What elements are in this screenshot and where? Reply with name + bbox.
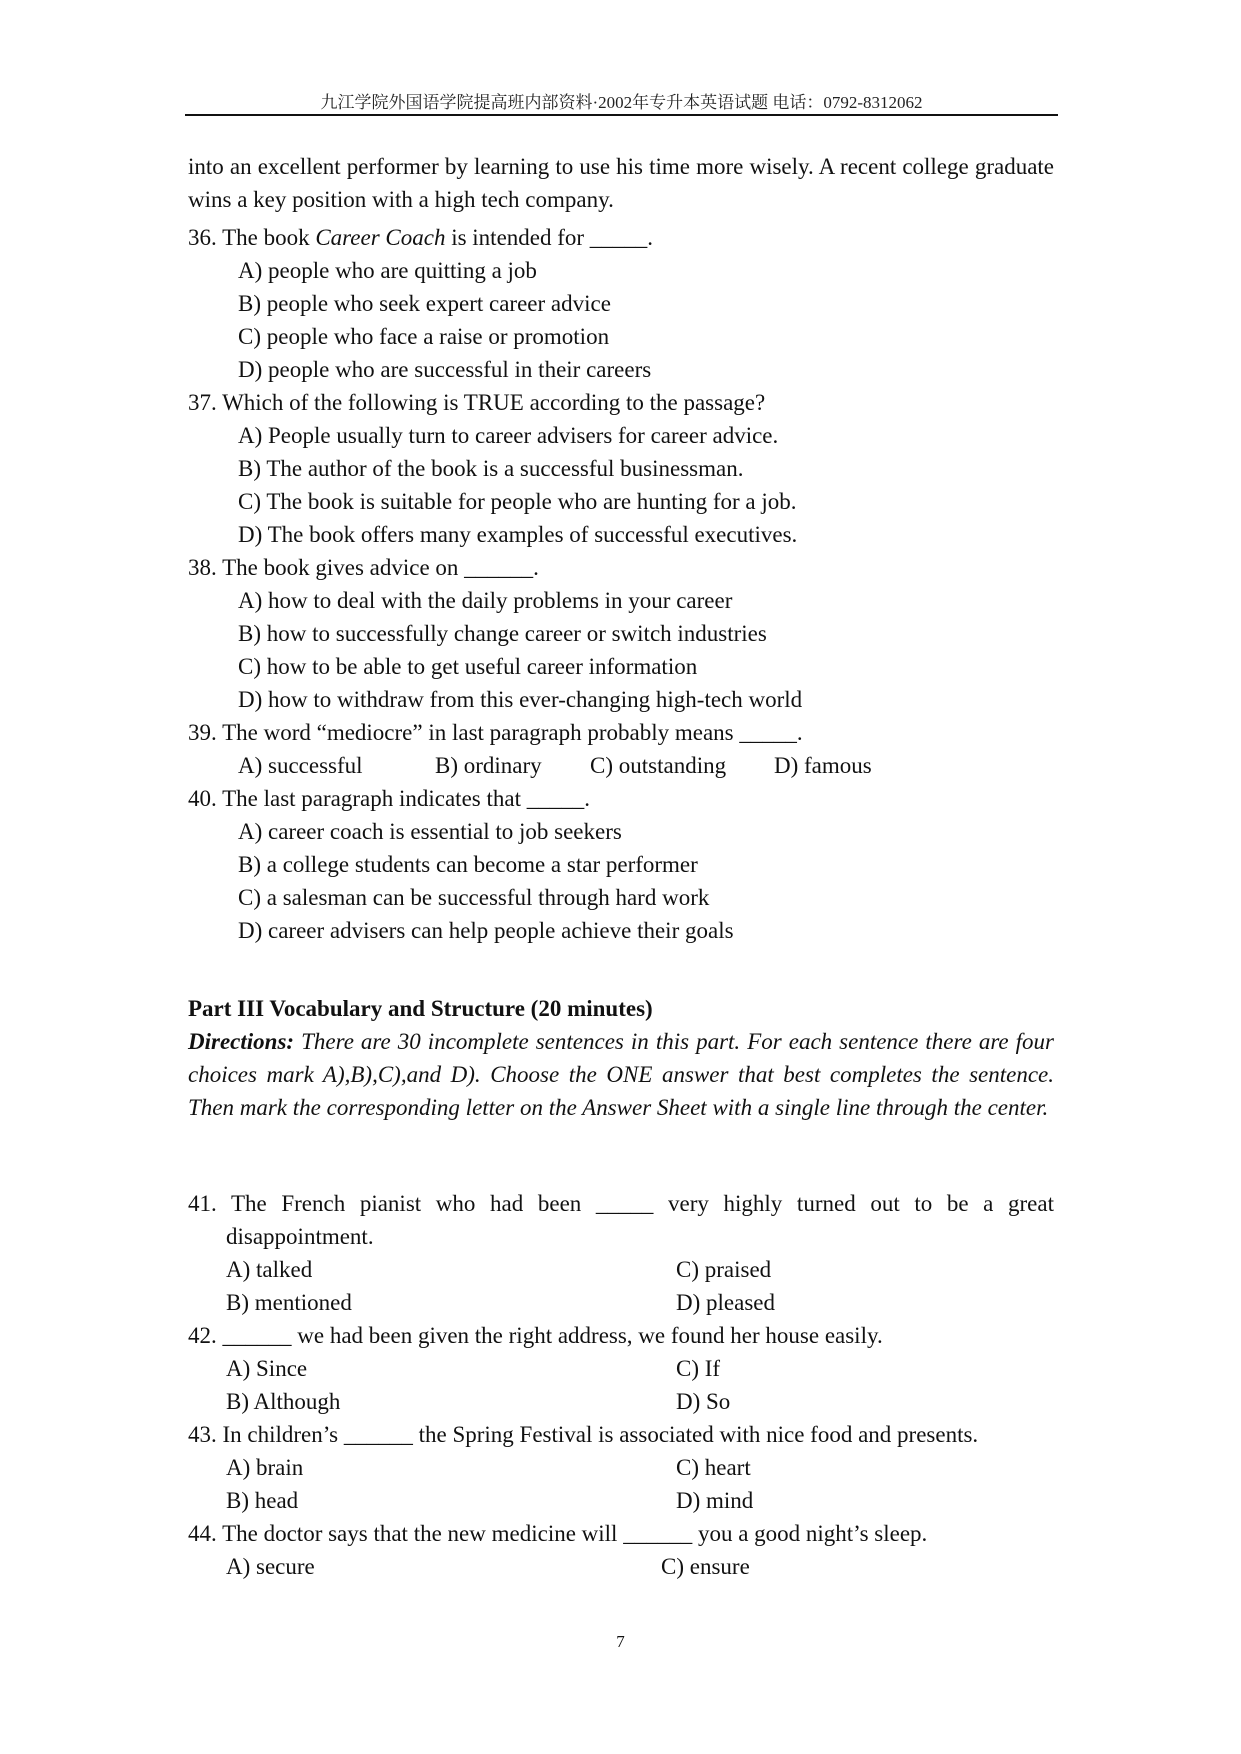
- question-39: [188, 716, 1054, 782]
- question-43-option: C) heart: [676, 1455, 751, 1480]
- question-43-options: [226, 1451, 1054, 1517]
- question-41-option: A) talked: [226, 1257, 313, 1282]
- question-37-option: D) The book offers many examples of successful executives.: [238, 522, 798, 547]
- intro-block: [188, 150, 1054, 216]
- question-41-option: C) praised: [676, 1257, 772, 1282]
- header-rule: [185, 114, 1058, 116]
- question-38-option: C) how to be able to get useful career information: [238, 654, 698, 679]
- book-title: Career Coach: [315, 225, 446, 250]
- question-37-option: A) People usually turn to career advisers for career advice.: [238, 423, 779, 448]
- page-header: 九江学院外国语学院提高班内部资料·2002年专升本英语试题 电话：0792-8312062: [320, 93, 923, 112]
- question-38-option: B) how to successfully change career or switch industries: [238, 621, 767, 646]
- question-38-option: A) how to deal with the daily problems in your career: [238, 588, 733, 613]
- question-44-options: [226, 1550, 1054, 1583]
- question-43-stem: 43. In children’s ______ the Spring Festival is associated with nice food and presents.: [188, 1422, 979, 1447]
- question-36-option: C) people who face a raise or promotion: [238, 324, 610, 349]
- question-44-option: A) secure: [226, 1554, 315, 1579]
- question-36-option: D) people who are successful in their careers: [238, 357, 652, 382]
- part-3-header: [188, 992, 1054, 1124]
- question-42: [188, 1319, 1054, 1418]
- question-39-option: D) famous: [774, 753, 872, 778]
- directions: [188, 1025, 1054, 1124]
- question-40-option: C) a salesman can be successful through hard work: [238, 885, 710, 910]
- question-37-stem: 37. Which of the following is TRUE according to the passage?: [188, 390, 766, 415]
- question-39-options: [238, 749, 1054, 782]
- question-42-option: B) Although: [226, 1389, 341, 1414]
- question-44-stem: 44. The doctor says that the new medicine will ______ you a good night’s sleep.: [188, 1521, 928, 1546]
- question-42-options: [226, 1352, 1054, 1418]
- question-44-option: C) ensure: [661, 1554, 750, 1579]
- page-number: 7: [616, 1632, 625, 1651]
- question-42-stem: 42. ______ we had been given the right address, we found her house easily.: [188, 1323, 883, 1348]
- question-39-stem: 39. The word “mediocre” in last paragraph probably means _____.: [188, 720, 803, 745]
- question-43-option: D) mind: [676, 1488, 754, 1513]
- question-43-option: A) brain: [226, 1455, 304, 1480]
- question-37: [188, 386, 1054, 551]
- question-36-suffix: is intended for _____.: [445, 225, 654, 250]
- question-36-option: B) people who seek expert career advice: [238, 291, 611, 316]
- question-43: [188, 1418, 1054, 1517]
- question-41-stem: 41. The French pianist who had been _____ very highly turned out to be a great: [188, 1191, 1054, 1216]
- question-38-option: D) how to withdraw from this ever-changing high-tech world: [238, 687, 803, 712]
- directions-text: There are 30 incomplete sentences in this part. For each sentence there are four choices mark A),B),C),and D). Choose the ONE answer that best completes the sentence. Then mark the corresponding letter on the Answer Sheet with a single line through the center.: [188, 1029, 1054, 1120]
- question-44: [188, 1517, 1054, 1583]
- question-41-options: [226, 1253, 1054, 1319]
- question-40-option: D) career advisers can help people achieve their goals: [238, 918, 734, 943]
- question-39-option: B) ordinary: [435, 753, 542, 778]
- question-39-option: C) outstanding: [590, 753, 727, 778]
- reading-questions: [188, 221, 1054, 947]
- section-title: Part III Vocabulary and Structure (20 minutes): [188, 996, 653, 1021]
- question-37-option: C) The book is suitable for people who are hunting for a job.: [238, 489, 797, 514]
- question-41-option: B) mentioned: [226, 1290, 352, 1315]
- question-36-stem: [188, 221, 1054, 254]
- directions-label: Directions:: [188, 1029, 295, 1054]
- question-43-option: B) head: [226, 1488, 299, 1513]
- question-42-option: A) Since: [226, 1356, 308, 1381]
- question-37-option: B) The author of the book is a successful businessman.: [238, 456, 744, 481]
- question-38-stem: 38. The book gives advice on ______.: [188, 555, 539, 580]
- question-39-option: A) successful: [238, 753, 363, 778]
- question-36-option: A) people who are quitting a job: [238, 258, 537, 283]
- intro-paragraph: into an excellent performer by learning to use his time more wisely. A recent college graduate wins a key position with a high tech company.: [188, 154, 1054, 212]
- question-42-option: C) If: [676, 1356, 721, 1381]
- question-36-prefix: 36. The book: [188, 225, 316, 250]
- vocabulary-questions: [188, 1187, 1054, 1583]
- question-42-option: D) So: [676, 1389, 731, 1414]
- question-38: [188, 551, 1054, 716]
- question-41-option: D) pleased: [676, 1290, 775, 1315]
- question-40: [188, 782, 1054, 947]
- question-40-option: A) career coach is essential to job seekers: [238, 819, 622, 844]
- question-41: [188, 1187, 1054, 1319]
- question-41-stem-cont: disappointment.: [226, 1224, 374, 1249]
- question-40-stem: 40. The last paragraph indicates that _____.: [188, 786, 590, 811]
- question-40-option: B) a college students can become a star performer: [238, 852, 698, 877]
- question-36: [188, 221, 1054, 386]
